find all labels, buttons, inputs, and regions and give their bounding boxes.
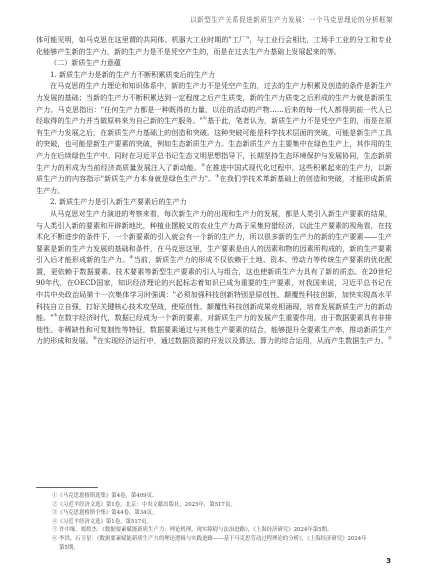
footnote-marker[interactable]: ④ bbox=[129, 255, 134, 261]
running-header: 以新型生产关系促进新质生产力发展：一个马克思理论的分析框架 bbox=[190, 16, 393, 24]
paragraph-text: 在数字经济时代，数据已经成为一个新的要素，对新质生产力的发展产生重要作用，由于数据要素具有非排他性、非稀缺性和可复制性等特征，数据要素通过与其他生产要素的结合，能够提升全要素生产率，推动新质生产力的形成和发展。 bbox=[36, 313, 393, 346]
footnote-item: ⑥ 李洪、石卫星：《数据要素赋能新质生产力的理论逻辑与实践进路——基于马克思劳动过程理论的分析》，《上海经济研究》2024年 bbox=[52, 535, 367, 542]
footnote-item: ②《习近平经济文选》第1卷，北京：中央文献出版社，2025年，第517页。 bbox=[52, 501, 236, 508]
paragraph-text: 基于此，笔者认为，新质生产力不是凭空产生的，而是在原有生产力发展之后，在新质生产力基础上的创造和突破。这种突破可能是科学技术层面的突破，可能是新生产工具的突破，也可能是新生产要素的突破，例如生态新质生产力。生态新质生产力主要集中在绿色生产上，其作用的生产力在后续绿色生产中。同时在习近平总书记生态文明思想指导下，长期坚持生态环境保护与发展协同，生态新质生产力的形成为当前经济高质量发展注入了新动能。 bbox=[36, 116, 393, 172]
subsection-heading-2: 2. 新质生产力是引入新生产要素后的生产力 bbox=[50, 197, 187, 207]
paragraph-2 bbox=[36, 80, 392, 196]
footnote-marker[interactable]: ⑤ bbox=[53, 313, 58, 319]
paragraph-continuation bbox=[36, 34, 392, 57]
paragraph-text: 在马克思的生产力理论和知识体系中，新的生产力不是凭空产生的，过去的生产力积累及创造的条件是新生产力发展的基础；当新的生产力不断积累达到一定程度之后产生质变，新的生产力质变之后形成的生产力就是新质生产力。马克思指出："任何生产力都是一种既得的力量，以往的活动的产物……后来的每一代人都得到前一代人已经取得的生产力并当做原料来为自己新的生产服务。" bbox=[36, 81, 392, 126]
paragraph-text: 在推进中国式现代化过程中，这些积累起来的生产力，以新质生产力的内容指示"新质生产力本身就是绿色生产力"。 bbox=[36, 162, 393, 184]
footnote-marker[interactable]: ⑦ bbox=[387, 337, 392, 343]
paragraph-text: 从马克思对生产力演进的考察来看，每次新生产力的出现和生产力的发展，都是人类引入新生产要素的结果，与人类引入新的要素和开辟新地比，种植业摆脱又的农业生产力高于采集狩猎经济，以此生产要素的视角看，在技术化不断进步的条件下，一个新要素的引入就会有一个新的生产力，所以很多新的生产力的新的生产要素——生产要素是新的生产力发展的基础和条件，在马克思这里，生产要素是由人的因素和物的因素所构成的，新的生产要素引入后才能形成新的生产力。 bbox=[36, 208, 392, 265]
footnote-marker[interactable]: ⑥ bbox=[92, 337, 97, 343]
footnote-item: ①《马克思恩格斯选集》第4卷，第409页。 bbox=[52, 493, 158, 499]
paragraph-text: 在实现经济运行中，通过数据资源的开发以及算法、算力的综合运用，从而产生数据生产力。 bbox=[96, 336, 388, 346]
footnote-marker[interactable]: ③ bbox=[215, 174, 220, 180]
footnote-item: ④《习近平经济文选》第1卷，第517页。 bbox=[52, 518, 152, 525]
footnote-item: 第5期。 bbox=[59, 544, 79, 551]
body-text bbox=[36, 34, 392, 347]
footnotes bbox=[36, 492, 392, 552]
paragraph-text: 体可能见明，如马克思在这里谓的共同体、机器大工业时期的"工厂"，与工业行会相比，工场手工业的分工和专业化能够产生新的生产力，新的生产力是不是凭空产生的，而是在过去生产力基础上发展起来的等。 bbox=[36, 35, 392, 56]
section-heading: （二）新质生产力意蕴 bbox=[50, 58, 121, 68]
footnote-item: ③《马克思恩格斯全集》第44卷，第34页。 bbox=[52, 510, 158, 517]
paragraph-text: 当前，新质生产力的形成不仅依赖于土地、资本、劳动力等传统生产要素的优化配置，更依赖于数据要素、技术要素等新型生产要素的引入与组合，这也使新质生产力具有了新的质态。在20世纪90年代，在OECD国家，知识经济理论的兴起标志着知识已成为重要的生产要素，对我国来说，习近平总书记在中共中央政治局第十一次集体学习时强调："必须加强科技创新特别是原创性、颠覆性科技创新，加快实现高水平科技自立自强，打好关键核心技术攻坚战，使原创性、颠覆性科技创新成果竞相涌现，培育发展新质生产力的新动能。" bbox=[36, 255, 393, 323]
footnote-marker[interactable]: ② bbox=[201, 163, 206, 169]
paragraph-3 bbox=[36, 208, 392, 347]
footnote-divider bbox=[36, 487, 98, 488]
subsection-heading-1: 1. 新质生产力是新的生产力不断积累质变后的生产力 bbox=[50, 69, 216, 79]
page-number: 3 bbox=[386, 557, 391, 565]
paragraph-text: 在我们学技术革新基础上的创造和突破，才能形成新质生产力。 bbox=[36, 174, 392, 195]
footnote-marker[interactable]: ① bbox=[202, 116, 208, 122]
footnote-item: ⑤ 许中缘、郑煌杰：《数据要素赋能新质生产力：理论机理、现实障碍与法治进路》，《上海经济研究》2024年第5期。 bbox=[52, 527, 333, 534]
